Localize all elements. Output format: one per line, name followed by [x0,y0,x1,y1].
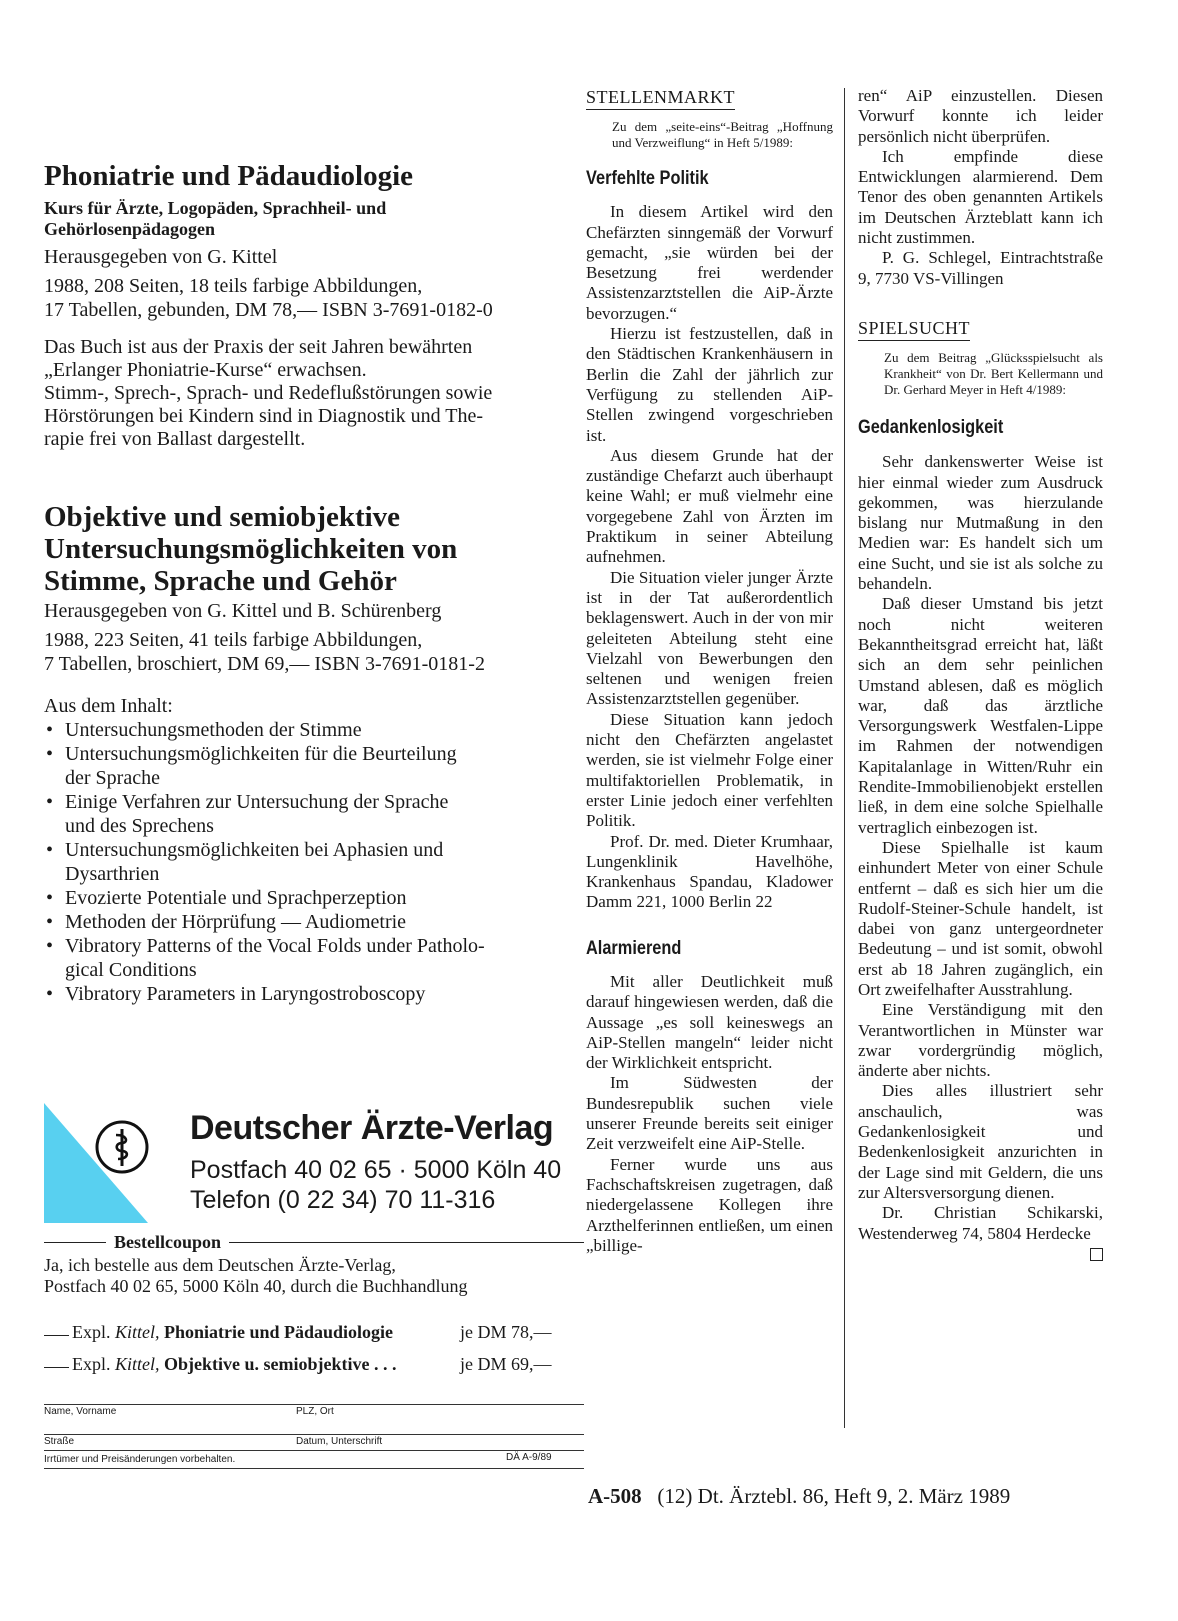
letter-paragraph: Ferner wurde uns aus Fachschaftskreisen zugetragen, daß niedergelassene Kollegen ihre Arzthelferinnen entließen, um einen „billige- [586,1154,833,1255]
book1-details: 17 Tabellen, gebunden, DM 78,— ISBN 3-7691-0182-0 [44,299,493,321]
book1-title: Phoniatrie und Pädaudiologie [44,160,414,192]
order-line-book1[interactable]: Expl. Kittel, Phoniatrie und Pädaudiologie je DM 78,— [44,1322,584,1343]
contents-item: • Untersuchungsmöglichkeiten für die Beurteilung der Sprache [44,742,592,790]
letter-paragraph: Eine Verständigung mit den Verantwortlichen in Münster war zwar vordergründig möglich, änderte aber nichts. [858,1000,1103,1081]
signature-field-label[interactable]: Datum, Unterschrift [296,1436,383,1447]
contents-item: • Vibratory Patterns of the Vocal Folds under Patholo- gical Conditions [44,934,592,982]
letter-paragraph: Diese Situation kann jedoch nicht den Chefärzten angelastet werden, sie ist vielmehr Folge einer multifaktoriellen Problematik, in erster Linie jedoch einer verfehlten Politik. [586,709,833,831]
disclaimer: Irrtümer und Preisänderungen vorbehalten. [44,1454,236,1465]
publisher-phone: Telefon (0 22 34) 70 11-316 [190,1186,496,1214]
description-line: Das Buch ist aus der Praxis der seit Jahren bewährten [44,336,473,358]
column-divider [844,88,845,1428]
letter-paragraph: Im Südwesten der Bundesrepublik suchen viele unserer Freunde bereits seit einiger Zeit verzweifelt eine AiP-Stelle. [586,1073,833,1154]
quantity-blank[interactable] [44,1335,69,1336]
end-of-article-icon [1090,1248,1103,1261]
letter-paragraph: In diesem Artikel wird den Chefärzten sinngemäß der Vorwurf gemacht, „sie würden bei der Besetzung frei werdender Assistenzarztstellen die AiP-Ärzte bevorzugen.“ [586,202,833,323]
issue-info: (12) Dt. Ärztebl. 86, Heft 9, 2. März 1989 [657,1484,1011,1508]
letters-column-middle [586,86,833,1256]
letter-signature: Dr. Christian Schikarski, Westenderweg 74, 5804 Herdecke [858,1203,1103,1244]
book2-details: 1988, 223 Seiten, 41 teils farbige Abbildungen, [44,629,423,651]
section-label: SPIELSUCHT [858,317,970,341]
form-line [44,1404,584,1405]
coupon-text-line: Postfach 40 02 65, 5000 Köln 40, durch die Buchhandlung [44,1276,468,1296]
book1-subtitle-line: Kurs für Ärzte, Logopäden, Sprachheil- und [44,198,387,218]
aesculapian-staff-logo-icon [94,1119,150,1175]
book2-title-line: Untersuchungsmöglichkeiten von [44,533,458,565]
book1-details: 1988, 208 Seiten, 18 teils farbige Abbildungen, [44,275,423,297]
book1-description [44,336,592,451]
coupon-text-line: Ja, ich bestelle aus dem Deutschen Ärzte-Verlag, [44,1255,396,1275]
page-number: A-508 [588,1484,642,1508]
book1-subtitle-line: Gehörlosenpädagogen [44,219,216,239]
book2-title-line: Stimme, Sprache und Gehör [44,565,397,597]
letter-headline: Gedankenlosigkeit [858,416,1004,438]
contents-item: • Vibratory Parameters in Laryngostroboscopy [44,982,592,1006]
name-field-label[interactable]: Name, Vorname [44,1406,117,1417]
order-line-book2[interactable]: Expl. Kittel, Objektive u. semiobjektive . . . je DM 69,— [44,1354,584,1375]
book2-editor: Herausgegeben von G. Kittel und B. Schürenberg [44,600,442,622]
publisher-name: Deutscher Ärzte-Verlag [190,1109,554,1147]
book1-editor: Herausgegeben von G. Kittel [44,246,278,268]
letter-paragraph: Sehr dankenswerter Weise ist hier einmal wieder zum Ausdruck gekommen, was hierzulande bislang nur Mutmaßung in den Medien war: Es handelt sich um eine Sucht, und sie ist als solche zu behandeln. [858,452,1103,594]
coupon-code: DÄ A-9/89 [506,1452,552,1463]
letter-paragraph: Daß dieser Umstand bis jetzt noch nicht weiteren Bekanntheitsgrad erreicht hat, läßt sich an dem sehr peinlichen Umstand ablesen, daß es möglich war, daß das ärztliche Versorgungswerk Westfalen-Lippe im Rahmen der notwendigen Kapitalanlage in Witten/Ruhr ein Rendite-Immobilienobjekt erstellen ließ, in dem eine solche Spielhalle vertraglich einbezogen ist. [858,594,1103,837]
letter-paragraph: Aus diesem Grunde hat der zuständige Chefarzt auch überhaupt keine Wahl; er muß vielmehr eine vorgegebene Zahl von Ärzten im Praktikum in seiner Abteilung aufnehmen. [586,445,833,567]
contents-item: • Evozierte Potentiale und Sprachperzeption [44,886,592,910]
letter-paragraph: Hierzu ist festzustellen, daß in den Städtischen Krankenhäusern in Berlin die Zahl der jährlich zur Verfügung zu stellenden AiP-Stellen zwingend vorgeschrieben ist. [586,324,833,445]
letter-paragraph: Dies alles illustriert sehr anschaulich, was Gedankenlosigkeit und Bedenkenlosigkeit anzurichten in der Lage sind mit Geldern, die uns zur Altersversorgung dienen. [858,1081,1103,1202]
contents-item: • Methoden der Hörprüfung — Audiometrie [44,910,592,934]
publisher-address [190,1155,561,1215]
letter-paragraph: ren“ AiP einzustellen. Diesen Vorwurf konnte ich leider persönlich nicht überprüfen. [858,86,1103,146]
letter-paragraph: Ich empfinde diese Entwicklungen alarmierend. Dem Tenor des oben genannten Artikels im Deutschen Ärzteblatt kann ich nicht zustimmen. [858,146,1103,248]
contents-item: • Untersuchungsmethoden der Stimme [44,718,592,742]
contents-item: • Untersuchungsmöglichkeiten bei Aphasien und Dysarthrien [44,838,592,886]
form-line [44,1450,584,1451]
contents-list [44,718,592,1006]
order-price: je DM 69,— [460,1354,552,1374]
letter-signature: P. G. Schlegel, Eintrachtstraße 9, 7730 VS-Villingen [858,248,1103,288]
book2-details: 7 Tabellen, broschiert, DM 69,— ISBN 3-7691-0181-2 [44,653,485,675]
book2-title [44,501,592,597]
letter-paragraph: Die Situation vieler junger Ärzte ist in der Tat außerordentlich beklagenswert. Auch in der von mir geleiteten Abteilung steht eine Vielzahl von Bewerbungen den seltenen und wenigen freien Assistenzarztstellen gegenüber. [586,567,833,709]
description-line: rapie frei von Ballast dargestellt. [44,428,306,450]
letter-headline: Alarmierend [586,937,682,959]
coupon-text [44,1255,584,1297]
order-coupon [44,1232,584,1472]
coupon-heading-text: Bestellcoupon [114,1232,222,1252]
publisher-postfach: Postfach 40 02 65 · 5000 Köln 40 [190,1156,562,1184]
book2-title-line: Objektive und semiobjektive [44,501,401,533]
description-line: Hörstörungen bei Kindern sind in Diagnostik und The- [44,405,484,427]
editorial-note: Zu dem Beitrag „Glücksspielsucht als Krankheit“ von Dr. Bert Kellermann und Dr. Gerhard Meyer in Heft 4/1989: [884,349,1103,397]
letter-paragraph: Diese Spielhalle ist kaum einhundert Meter von einer Schule entfernt – daß es sich hier um die Rudolf-Steiner-Schule handelt, ist dabei von ganz untergeordneter Bedeutung – und ist somit, obwohl erst ab 18 Jahren zugänglich, ein Ort zweifelhafter Ausstrahlung. [858,837,1103,999]
description-line: Stimm-, Sprech-, Sprach- und Redeflußstörungen sowie [44,382,493,404]
form-line [44,1468,584,1469]
editorial-note: Zu dem „seite-eins“-Beitrag „Hoffnung und Verzweiflung“ in Heft 5/1989: [612,119,833,150]
form-line [44,1434,584,1435]
publisher-block [44,1103,584,1223]
letter-paragraph: Mit aller Deutlichkeit muß darauf hingewiesen werden, daß die Aussage „es soll keineswegs an AiP-Stellen mangeln“ leider nicht der Wirklichkeit entspricht. [586,971,833,1073]
order-price: je DM 78,— [460,1322,552,1342]
plz-field-label[interactable]: PLZ, Ort [296,1406,334,1417]
description-line: „Erlanger Phoniatrie-Kurse“ erwachsen. [44,359,367,381]
section-label: STELLENMARKT [586,86,735,110]
contents-item: • Einige Verfahren zur Untersuchung der Sprache und des Sprechens [44,790,592,838]
quantity-blank[interactable] [44,1367,69,1368]
contents-heading: Aus dem Inhalt: [44,695,173,717]
book1-subtitle [44,196,592,241]
book-ads [44,160,592,1006]
coupon-heading [44,1232,584,1253]
street-field-label[interactable]: Straße [44,1436,75,1447]
letter-headline: Verfehlte Politik [586,168,709,189]
letter-signature: Prof. Dr. med. Dieter Krumhaar, Lungenklinik Havelhöhe, Krankenhaus Spandau, Kladower Damm 221, 1000 Berlin 22 [586,831,833,912]
page-footer [588,1484,1010,1509]
letters-column-right [858,86,1103,1261]
